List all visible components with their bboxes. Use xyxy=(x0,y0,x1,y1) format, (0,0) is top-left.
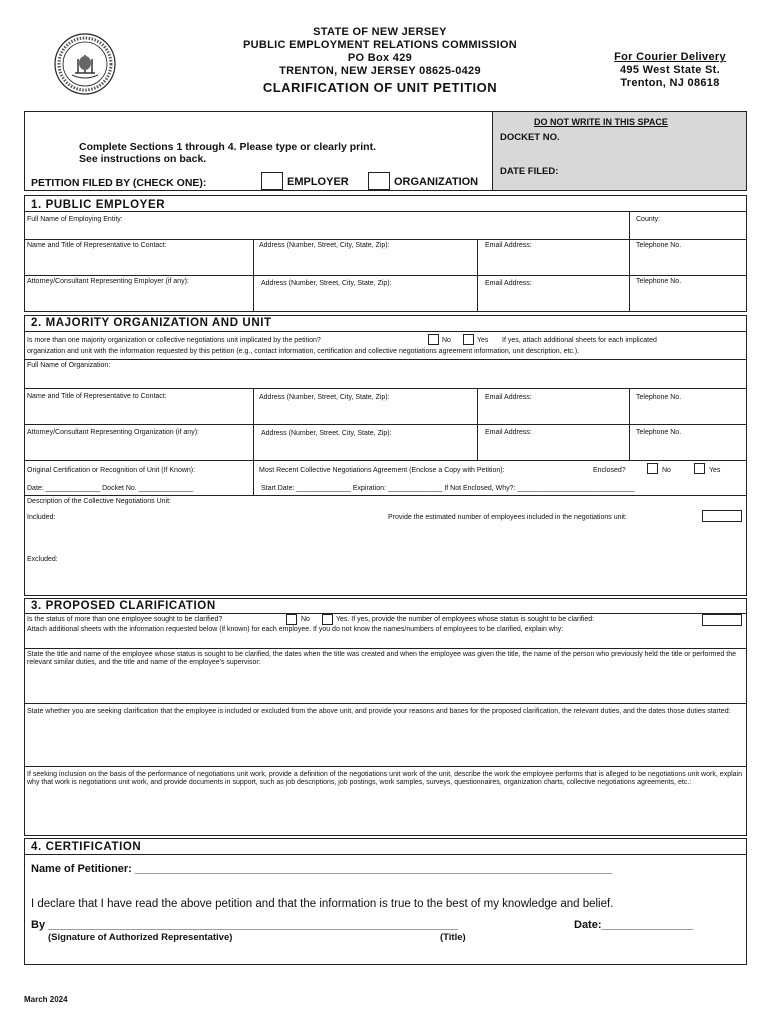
divider xyxy=(24,613,747,614)
employer-option-label: EMPLOYER xyxy=(287,176,349,188)
employee-count-input[interactable] xyxy=(702,614,742,626)
courier-city: Trenton, NJ 08618 xyxy=(620,77,720,89)
organization-option-label: ORGANIZATION xyxy=(394,176,479,188)
multiple-employee-yes-label: Yes. If yes, provide the number of employees whose status is sought to be clarified: xyxy=(336,616,595,623)
org-attorney-phone-label: Telephone No. xyxy=(636,429,682,436)
clarification-reason-label: State whether you are seeking clarification that the employee is included or excluded from the above unit, and provide your reasons and bases for the proposed clarification, the relevant duties, and the dates those duties started: xyxy=(27,708,731,715)
excluded-field[interactable] xyxy=(70,552,740,592)
included-field[interactable] xyxy=(70,510,370,548)
multiple-employee-question: Is the status of more than one employee sought to be clarified? xyxy=(27,616,223,623)
employer-county-label: County: xyxy=(636,216,661,223)
instructions-line1: Complete Sections 1 through 4. Please type or clearly print. xyxy=(79,141,376,153)
date-filed-label: DATE FILED: xyxy=(500,166,559,177)
org-name-label: Full Name of Organization: xyxy=(27,362,111,369)
docket-label: DOCKET NO. xyxy=(500,132,560,143)
header-line4: TRENTON, NEW JERSEY 08625-0429 xyxy=(279,65,481,77)
divider xyxy=(24,854,747,855)
org-name-field[interactable] xyxy=(24,359,747,389)
title-caption: (Title) xyxy=(440,932,466,943)
enclosed-yes-label: Yes xyxy=(709,467,721,474)
multiple-employee-no-label: No xyxy=(301,616,310,623)
employer-attorney-address-label: Address (Number, Street, City, State, Zip): xyxy=(261,280,392,287)
employer-attorney-email-label: Email Address: xyxy=(485,280,532,287)
signature-date-field[interactable]: Date:_______________ xyxy=(574,919,694,931)
header-line1: STATE OF NEW JERSEY xyxy=(313,26,447,38)
state-seal-icon xyxy=(54,33,116,95)
employer-name-label: Full Name of Employing Entity: xyxy=(27,216,123,223)
employer-checkbox[interactable] xyxy=(261,172,283,190)
multiple-org-no-label: No xyxy=(442,337,451,344)
instructions-line2: See instructions on back. xyxy=(79,153,207,165)
original-cert-label: Original Certification or Recognition of Unit (If Known): xyxy=(27,467,196,474)
divider xyxy=(24,331,747,332)
org-email-label: Email Address: xyxy=(485,394,532,401)
multiple-employee-yes-checkbox[interactable] xyxy=(322,614,333,625)
agreement-label: Most Recent Collective Negotiations Agreement (Enclose a Copy with Petition): xyxy=(259,467,505,474)
unit-description-label: Description of the Collective Negotiations Unit: xyxy=(27,498,171,505)
section4-title: 4. CERTIFICATION xyxy=(31,841,142,853)
courier-title: For Courier Delivery xyxy=(614,51,726,63)
org-attorney-label: Attorney/Consultant Representing Organization (if any): xyxy=(27,429,199,436)
original-cert-date-docket: Date: ______________ Docket No. ______________ xyxy=(27,485,194,492)
signature-caption: (Signature of Authorized Representative) xyxy=(48,932,233,943)
agency-name-block xyxy=(200,26,560,78)
enclosed-no-checkbox[interactable] xyxy=(647,463,658,474)
courier-block xyxy=(600,51,740,90)
filed-by-label: PETITION FILED BY (CHECK ONE): xyxy=(31,177,207,189)
do-not-write-label: DO NOT WRITE IN THIS SPACE xyxy=(534,117,668,127)
org-rep-label: Name and Title of Representative to Contact: xyxy=(27,393,167,400)
excluded-label: Excluded: xyxy=(27,556,58,563)
enclosed-yes-checkbox[interactable] xyxy=(694,463,705,474)
multiple-org-instruction: If yes, attach additional sheets for each implicated xyxy=(502,337,657,344)
header-line3: PO Box 429 xyxy=(347,52,413,64)
agreement-dates-line: Start Date: ______________ Expiration: ______________ If Not Enclosed, Why?: ______________________________ xyxy=(261,485,635,492)
employer-attorney-phone-label: Telephone No. xyxy=(636,278,682,285)
section3-title: 3. PROPOSED CLARIFICATION xyxy=(31,600,216,612)
multiple-org-yes-label: Yes xyxy=(477,337,489,344)
section1-title: 1. PUBLIC EMPLOYER xyxy=(31,199,166,211)
org-phone-label: Telephone No. xyxy=(636,394,682,401)
organization-checkbox[interactable] xyxy=(368,172,390,190)
petitioner-name-field[interactable]: Name of Petitioner: ______________________________________________________________________________ xyxy=(31,863,613,875)
attach-sheets-instruction: Attach additional sheets with the information requested below (if known) for each employee. If you do not know the names/numbers of employees to be clarified, explain why: xyxy=(27,626,564,633)
org-attorney-email-label: Email Address: xyxy=(485,429,532,436)
multiple-employee-no-checkbox[interactable] xyxy=(286,614,297,625)
org-attorney-address-label: Address (Number, Street, City, State, Zip): xyxy=(261,430,392,437)
multiple-org-instruction-cont: organization and unit with the information requested by this petition (e.g., contact information, certification and collective negotiations agreement information, unit description, etc.). xyxy=(27,348,580,355)
enclosed-label: Enclosed? xyxy=(593,467,626,474)
employee-title-label: State the title and name of the employee whose status is sought to be clarified, the dates when the title was created and when the employee was given the title, the name of the person who previously held the title or performed the relevant similar duties, and the title and name of the employee's supervisor: xyxy=(27,651,736,666)
employer-email-label: Email Address: xyxy=(485,242,532,249)
header-line2: PUBLIC EMPLOYMENT RELATIONS COMMISSION xyxy=(243,39,517,51)
estimated-employees-label: Provide the estimated number of employees included in the negotiations unit: xyxy=(388,514,627,521)
multiple-org-no-checkbox[interactable] xyxy=(428,334,439,345)
courier-street: 495 West State St. xyxy=(620,64,720,76)
declaration-text: I declare that I have read the above petition and that the information is true to the best of my knowledge and belief. xyxy=(31,898,614,910)
employer-address-label: Address (Number, Street, City, State, Zip): xyxy=(259,242,390,249)
page-title: CLARIFICATION OF UNIT PETITION xyxy=(262,80,498,95)
multiple-org-question: Is more than one majority organization or collective negotiations unit implicated by the petition? xyxy=(27,337,321,344)
unit-work-label: If seeking inclusion on the basis of the performance of negotiations unit work, provide a definition of the negotiations unit work of the unit, describe the work the employee performs that is alleged to be negotiations unit work, explain why that work is negotiations unit work, and provide documents in support, such as job descriptions, job postings, work samples, surveys, questionnaires, organization charts, collective negotiations agreements, etc.: xyxy=(27,771,742,786)
signature-line[interactable]: By ___________________________________________________________________ xyxy=(31,919,459,931)
included-label: Included: xyxy=(27,514,56,521)
revision-date: March 2024 xyxy=(24,995,68,1004)
multiple-org-yes-checkbox[interactable] xyxy=(463,334,474,345)
employer-attorney-label: Attorney/Consultant Representing Employer (if any): xyxy=(27,278,189,285)
employer-phone-label: Telephone No. xyxy=(636,242,682,249)
section2-title: 2. MAJORITY ORGANIZATION AND UNIT xyxy=(31,317,272,329)
employer-rep-label: Name and Title of Representative to Contact: xyxy=(27,242,167,249)
org-address-label: Address (Number, Street, City, State, Zip): xyxy=(259,394,390,401)
enclosed-no-label: No xyxy=(662,467,671,474)
estimated-employees-input[interactable] xyxy=(702,510,742,522)
